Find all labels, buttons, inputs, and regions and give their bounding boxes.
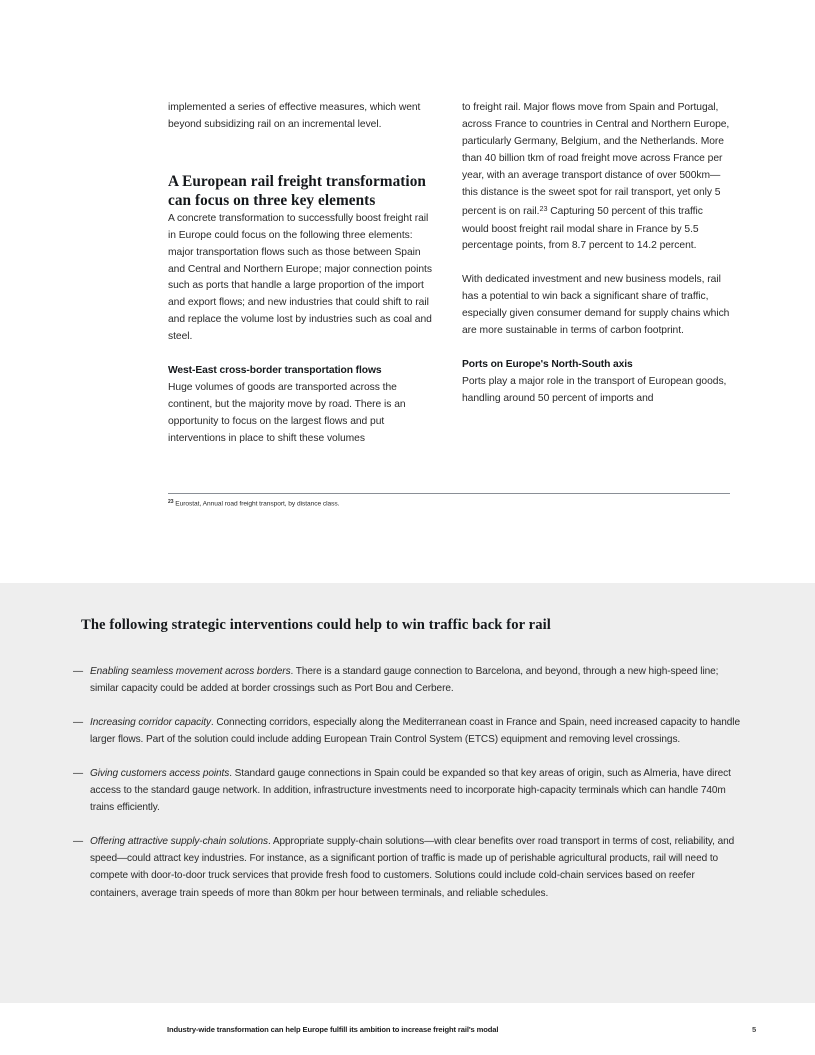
list-item-body: . Appropriate supply-chain solutions—with clear benefits over road transport in terms of cost, reliability, and speed—could attract key industries. For instance, as a significant portion of traffic is made up of perishable agricultural products, rail will need to compete with door-to-door truck services that provide fresh food to customers. Solutions could include cold-chain services based on reefer containers, average train speeds of more than 80km per hour between terminals, and reliable schedules.: [90, 835, 735, 899]
strategic-interventions-panel: [0, 583, 815, 1003]
list-item-lead: Enabling seamless movement across borders: [90, 666, 291, 677]
right-paragraph-1-part-a: to freight rail. Major flows move from Spain and Portugal, across France to countries in Central and Northern Europe, particularly Germany, Belgium, and the Netherlands. More than 40 billion tkm of road freight move across France per year, with an average transport distance of over 500km—this distance is the sweet spot for rail transport, yet only 5 percent is on rail.: [462, 102, 730, 218]
footnote-divider-rule: [168, 493, 730, 494]
list-item-body: . There is a standard gauge connection to Barcelona, and beyond, through a new high-speed line; similar capacity could be added at border crossings such as Port Bou and Cerbere.: [90, 666, 719, 695]
list-item-lead: Increasing corridor capacity: [90, 716, 211, 728]
list-item: [73, 765, 745, 817]
list-item: [73, 833, 745, 902]
subsection-heading-west-east: West-East cross-border transportation flows: [168, 365, 382, 377]
footnote-text: Eurostat, Annual road freight transport, by distance class.: [175, 500, 340, 508]
footnote-marker-23: 23: [539, 204, 548, 214]
page-footer: [0, 1003, 815, 1055]
left-intro-paragraph: implemented a series of effective measures, which went beyond subsidizing rail on an incremental level.: [168, 102, 421, 130]
subsection-heading-ports: Ports on Europe's North-South axis: [462, 358, 633, 370]
list-item-lead: Offering attractive supply-chain solutions: [90, 835, 268, 847]
subsection-paragraph-west-east: Huge volumes of goods are transported across the continent, but the majority move by road. There is an opportunity to focus on the largest flows and put interventions in place to shift these volumes: [168, 381, 406, 444]
right-paragraph-1: [462, 100, 730, 255]
left-text-column: [168, 100, 436, 448]
bullet-dash-icon: —: [73, 835, 84, 847]
right-paragraph-1-part-b: Capturing 50 percent of this traffic would boost freight rail modal share in France by 5.5 percentage points, from 8.7 percent to 14.2 percent.: [462, 206, 703, 252]
bullet-dash-icon: —: [73, 767, 84, 779]
footnote: [168, 497, 730, 510]
two-column-text-area: [168, 100, 730, 448]
list-item-body: . Connecting corridors, especially along the Mediterranean coast in France and Spain, need increased capacity to handle larger flows. Part of the solution could include adding European Train Control System (ETCS) equipment and removing level crossings.: [90, 716, 740, 746]
list-item-lead: Giving customers access points: [90, 767, 230, 779]
footer-running-title: Industry-wide transformation can help Europe fulfill its ambition to increase freight rail's modal: [167, 1025, 499, 1034]
list-item-text: [90, 833, 745, 902]
section-paragraph: A concrete transformation to successfully boost freight rail in Europe could focus on the following three elements: major transportation flows such as those between Spain and Central and Northern Europe; major connection points such as ports that handle a large proportion of the import and export flows; and new industries that could shift to rail and replace the volume lost by industries such as coal and steel.: [168, 212, 432, 343]
bullet-dash-icon: —: [73, 666, 84, 677]
section-heading: A European rail freight transformation can focus on three key elements: [168, 172, 426, 210]
panel-bullet-list: [73, 663, 745, 918]
list-item: [73, 663, 745, 697]
list-item: [73, 714, 745, 748]
right-text-column: [462, 100, 730, 448]
subsection-paragraph-ports: Ports play a major role in the transport of European goods, handling around 50 percent of imports and: [462, 375, 727, 404]
list-item-text: [90, 663, 745, 697]
page-number: 5: [752, 1025, 757, 1034]
list-item-body: . Standard gauge connections in Spain could be expanded so that key areas of origin, such as Almeria, have direct access to the standard gauge network. In addition, infrastructure investments need to incorporate high-capacity terminals which can handle 740m trains efficiently.: [90, 767, 731, 814]
bullet-dash-icon: —: [73, 716, 84, 728]
right-paragraph-2: With dedicated investment and new business models, rail has a potential to win back a significant share of traffic, especially given consumer demand for supply chains which are more sustainable in terms of carbon footprint.: [462, 274, 730, 336]
list-item-text: [90, 714, 745, 748]
footnote-number: 23: [168, 499, 174, 505]
panel-heading: The following strategic interventions could help to win traffic back for rail: [81, 617, 551, 633]
list-item-text: [90, 765, 745, 817]
